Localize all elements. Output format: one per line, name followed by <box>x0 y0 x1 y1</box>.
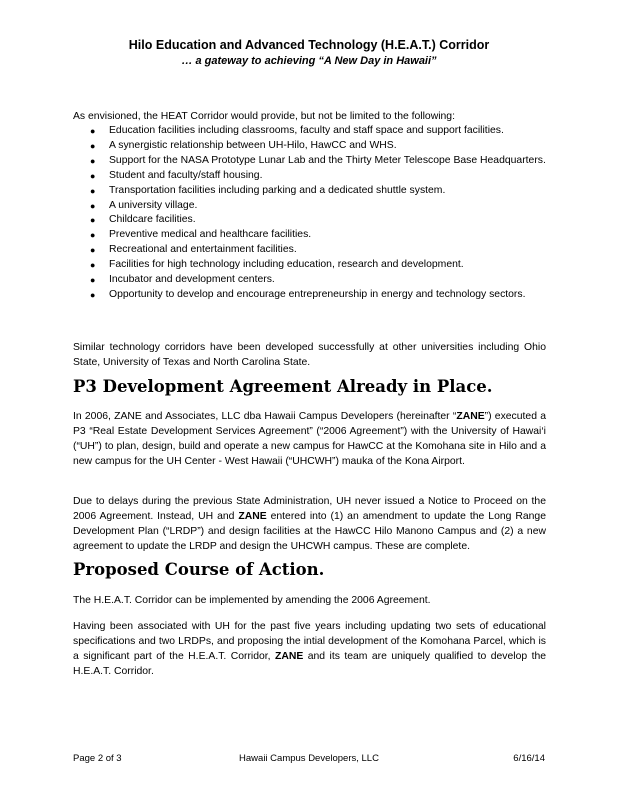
p3-paragraph-2: Due to delays during the previous State Administration, UH never issued a Notice to Proceed on the 2006 Agreement. Instead, UH and ZANE entered into (1) an amendment to update the Long Range Development Plan (“LRDP”) and design facilities at the HawCC Hilo Manono Campus and (2) a new agreement to update the LRDP and design the UHCWH campus. These are complete. <box>73 496 546 552</box>
footer-company: Hawaii Campus Developers, LLC <box>239 753 379 764</box>
document-title: Hilo Education and Advanced Technology (H.E.A.T.) Corridor <box>128 38 490 52</box>
bullet-icon: ● <box>90 275 96 286</box>
section-heading-p3: P3 Development Agreement Already in Place. <box>73 377 493 396</box>
bullet-icon: ● <box>90 215 96 226</box>
list-item: ● Recreational and entertainment facilities. <box>73 243 546 258</box>
list-item: ● Preventive medical and healthcare facilities. <box>73 228 546 243</box>
footer-page-number: Page 2 of 3 <box>73 753 122 764</box>
bullet-icon: ● <box>90 289 96 300</box>
bullet-icon: ● <box>90 170 96 181</box>
bullet-icon: ● <box>90 245 96 256</box>
list-item: ● A synergistic relationship between UH-Hilo, HawCC and WHS. <box>73 139 546 154</box>
list-item: ● Opportunity to develop and encourage entrepreneurship in energy and technology sectors. <box>73 288 546 303</box>
list-item: ● Student and faculty/staff housing. <box>73 169 546 184</box>
bullet-icon: ● <box>90 126 96 136</box>
intro-paragraph: As envisioned, the HEAT Corridor would provide, but not be limited to the following: <box>73 111 455 122</box>
p3-paragraph-1: In 2006, ZANE and Associates, LLC dba Hawaii Campus Developers (hereinafter “ZANE”) executed a P3 “Real Estate Development Services Agreement” (“2006 Agreement”) with the University of Hawai‘i (“UH”) to plan, design, build and operate a new campus for HawCC at the Komohana site in Hilo and a new campus for the UH Center - West Hawaii (“UHCWH”) mauka of the Kona Airport. <box>73 411 546 467</box>
list-item: ● Education facilities including classrooms, faculty and staff space and support facilities. <box>73 124 546 139</box>
list-item: ● Transportation facilities including parking and a dedicated shuttle system. <box>73 184 546 199</box>
bullet-icon: ● <box>90 230 96 241</box>
list-item: ● Support for the NASA Prototype Lunar Lab and the Thirty Meter Telescope Base Headquarters. <box>73 154 546 169</box>
list-item: ● A university village. <box>73 199 546 214</box>
bullet-icon: ● <box>90 185 96 196</box>
course-paragraph-2: Having been associated with UH for the past five years including updating two sets of educational specifications and two LRDPs, and proposing the intial development of the Komohana Parcel, which is a significant part of the H.E.A.T. Corridor, ZANE and its team are uniquely qualified to develop the H.E.A.T. Corridor. <box>73 621 547 677</box>
bullet-icon: ● <box>90 200 96 211</box>
course-paragraph-1: The H.E.A.T. Corridor can be implemented by amending the 2006 Agreement. <box>73 595 431 606</box>
section-heading-course-of-action: Proposed Course of Action. <box>73 560 325 579</box>
list-item: ● Facilities for high technology including education, research and development. <box>73 258 546 273</box>
list-item: ● Childcare facilities. <box>73 213 546 228</box>
similar-corridors-paragraph: Similar technology corridors have been developed successfully at other universities including Ohio State, University of Texas and North Carolina State. <box>73 342 546 368</box>
feature-bullet-list <box>73 124 546 303</box>
zane-name: ZANE <box>238 511 267 522</box>
zane-name: ZANE <box>275 651 304 662</box>
footer-date: 6/16/14 <box>513 753 545 764</box>
bullet-icon: ● <box>90 140 96 151</box>
list-item: ● Incubator and development centers. <box>73 273 546 288</box>
bullet-icon: ● <box>90 155 96 166</box>
document-subtitle: … a gateway to achieving “A New Day in Hawaii” <box>181 55 437 67</box>
bullet-icon: ● <box>90 260 96 271</box>
zane-name: ZANE <box>456 411 485 422</box>
